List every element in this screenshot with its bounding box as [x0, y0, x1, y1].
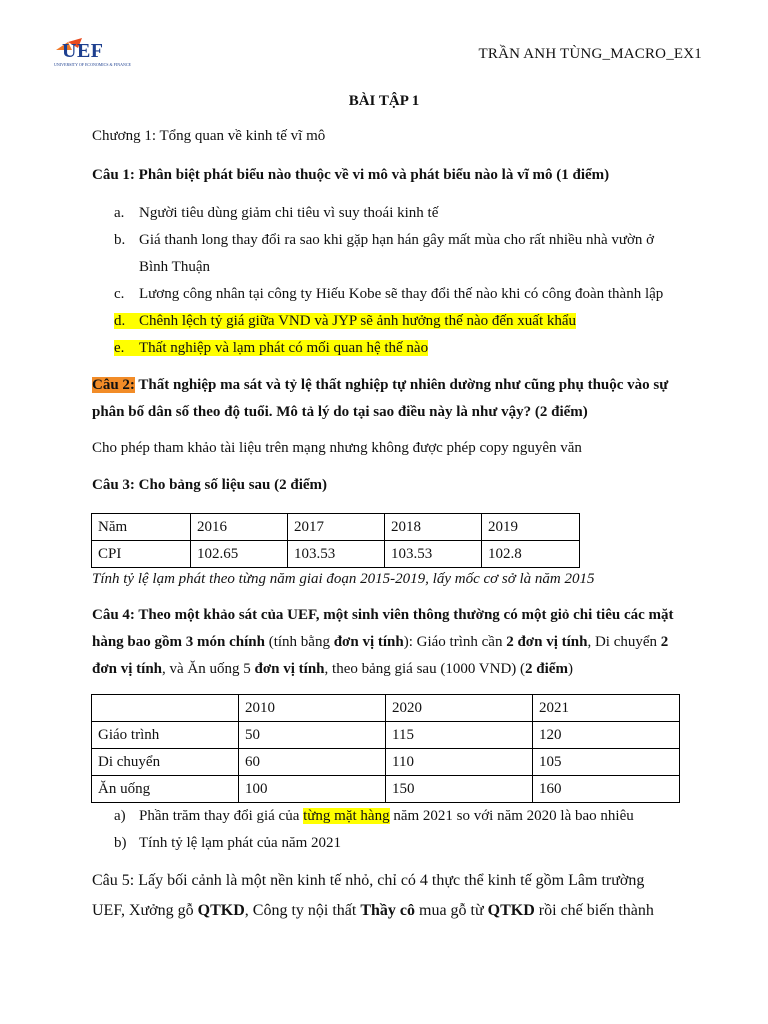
item-marker: a. — [114, 205, 125, 221]
table-cell: 2021 — [533, 695, 680, 722]
logo-subtext: UNIVERSITY OF ECONOMICS & FINANCE — [54, 62, 131, 67]
table-cell: 2010 — [239, 695, 386, 722]
q4-text: (tính bằng — [264, 634, 334, 650]
table-row — [92, 749, 680, 776]
author-code: TRẦN ANH TÙNG_MACRO_EX1 — [478, 46, 702, 62]
q1-item-b-cont: Bình Thuận — [139, 259, 210, 275]
q4-text: đơn vị tính — [333, 634, 404, 650]
q4-sub-a — [114, 808, 634, 825]
q2-label: Câu 2: — [92, 377, 135, 393]
price-table — [91, 694, 680, 803]
item-text: Giá thanh long thay đổi ra sao khi gặp hạn hán gây mất mùa cho rất nhiều nhà vườn ở — [139, 232, 655, 248]
table-cell: 103.53 — [288, 541, 385, 568]
table-cell: Ăn uống — [92, 776, 239, 803]
table-cell: 2020 — [386, 695, 533, 722]
item-text: Thất nghiệp và lạm phát có mối quan hệ thế nào — [139, 340, 429, 356]
highlighted-item — [114, 340, 428, 356]
item-marker: c. — [114, 286, 125, 302]
highlighted-item — [114, 313, 576, 329]
item-marker: e. — [114, 340, 125, 356]
q4-text: 2 — [660, 634, 669, 650]
q4-text: 2 đơn vị tính — [506, 634, 588, 650]
q4-text: , và Ăn uống 5 — [162, 661, 255, 677]
item-marker: a) — [114, 808, 126, 824]
q1-item-c — [114, 286, 663, 303]
table-row — [92, 722, 680, 749]
table-cell: Giáo trình — [92, 722, 239, 749]
q4-text: đơn vị tính — [254, 661, 325, 677]
q1-item-d — [114, 313, 576, 330]
q5-text: UEF, Xưởng gỗ — [92, 902, 198, 919]
q5-line1: Câu 5: Lấy bối cảnh là một nền kinh tế nhỏ, chỉ có 4 thực thể kinh tế gồm Lâm trường — [92, 872, 645, 889]
q2-note: Cho phép tham khảo tài liệu trên mạng nhưng không được phép copy nguyên văn — [92, 440, 582, 456]
q5-text: rồi chế biến thành — [534, 902, 654, 919]
q2-line2: phân bố dân số theo độ tuổi. Mô tả lý do tại sao điều này là như vậy? (2 điểm) — [92, 404, 588, 420]
q3-caption: Tính tỷ lệ lạm phát theo từng năm giai đoạn 2015-2019, lấy mốc cơ sở là năm 2015 — [92, 571, 595, 587]
table-cell: 103.53 — [385, 541, 482, 568]
q5-text: QTKD — [487, 902, 535, 919]
item-text: Người tiêu dùng giảm chi tiêu vì suy thoái kinh tế — [139, 205, 439, 221]
table-cell: 160 — [533, 776, 680, 803]
item-text: năm 2021 so với năm 2020 là bao nhiêu — [389, 808, 634, 824]
table-cell: 2016 — [191, 514, 288, 541]
table-row — [92, 514, 580, 541]
table-cell: 50 — [239, 722, 386, 749]
q4-text: ): Giáo trình cần — [403, 634, 507, 650]
q5-text: mua gỗ từ — [415, 902, 488, 919]
page-title: BÀI TẬP 1 — [348, 93, 420, 109]
table-cell: 60 — [239, 749, 386, 776]
item-marker: b. — [114, 232, 126, 248]
table-cell: 2018 — [385, 514, 482, 541]
q4-text: , Di chuyển — [587, 634, 661, 650]
q1-item-e — [114, 340, 428, 357]
q1-item-b — [114, 232, 654, 249]
q4-text: , theo bảng giá sau (1000 VND) ( — [324, 661, 526, 677]
table-cell: 102.65 — [191, 541, 288, 568]
logo-text: UEF — [62, 40, 104, 62]
table-cell: 120 — [533, 722, 680, 749]
item-marker: b) — [114, 835, 127, 851]
highlighted-text: từng mặt hàng — [303, 808, 390, 824]
table-cell: 2019 — [482, 514, 580, 541]
q1-heading: Câu 1: Phân biệt phát biểu nào thuộc về vi mô và phát biểu nào là vĩ mô (1 điểm) — [92, 167, 610, 183]
q4-text: đơn vị tính — [92, 661, 163, 677]
table-cell: 100 — [239, 776, 386, 803]
uef-logo — [52, 38, 131, 70]
table-row — [92, 776, 680, 803]
q2-line1 — [92, 377, 668, 394]
q4-text: 2 điểm — [525, 661, 568, 677]
q4-text: hàng bao gồm 3 món chính — [92, 634, 265, 650]
q4-text: ) — [567, 661, 573, 677]
q3-heading: Câu 3: Cho bảng số liệu sau (2 điểm) — [92, 477, 328, 493]
table-cell: CPI — [92, 541, 191, 568]
table-cell: 150 — [386, 776, 533, 803]
q5-text: Thầy cô — [360, 902, 415, 919]
q5-text: QTKD — [197, 902, 245, 919]
q1-item-a — [114, 205, 438, 222]
q2-text: Thất nghiệp ma sát và tỷ lệ thất nghiệp tự nhiên dường như cũng phụ thuộc vào sự — [134, 377, 669, 393]
table-row — [92, 541, 580, 568]
item-text: Lương công nhân tại công ty Hiếu Kobe sẽ thay đổi thế nào khi có công đoàn thành lập — [139, 286, 664, 302]
item-marker: d. — [114, 313, 126, 329]
table-row — [92, 695, 680, 722]
cpi-table — [91, 513, 580, 568]
item-text: Phần trăm thay đổi giá của — [139, 808, 304, 824]
table-cell: Năm — [92, 514, 191, 541]
q4-heading-line2 — [92, 634, 668, 651]
table-cell: 102.8 — [482, 541, 580, 568]
table-cell — [92, 695, 239, 722]
q4-heading-line1: Câu 4: Theo một khảo sát của UEF, một sinh viên thông thường có một giỏ chi tiêu các mặt — [92, 607, 674, 623]
q5-text: , Công ty nội thất — [244, 902, 361, 919]
q5-line2 — [92, 902, 654, 920]
q4-sub-b — [114, 835, 341, 852]
table-cell: 110 — [386, 749, 533, 776]
q4-heading-line3 — [92, 661, 573, 678]
table-cell: 105 — [533, 749, 680, 776]
item-text: Tính tỷ lệ lạm phát của năm 2021 — [139, 835, 342, 851]
table-cell: 2017 — [288, 514, 385, 541]
item-text: Chênh lệch tỷ giá giữa VND và JYP sẽ ảnh hưởng thế nào đến xuất khẩu — [139, 313, 577, 329]
chapter-heading: Chương 1: Tổng quan về kinh tế vĩ mô — [92, 128, 326, 144]
table-cell: Di chuyển — [92, 749, 239, 776]
table-cell: 115 — [386, 722, 533, 749]
